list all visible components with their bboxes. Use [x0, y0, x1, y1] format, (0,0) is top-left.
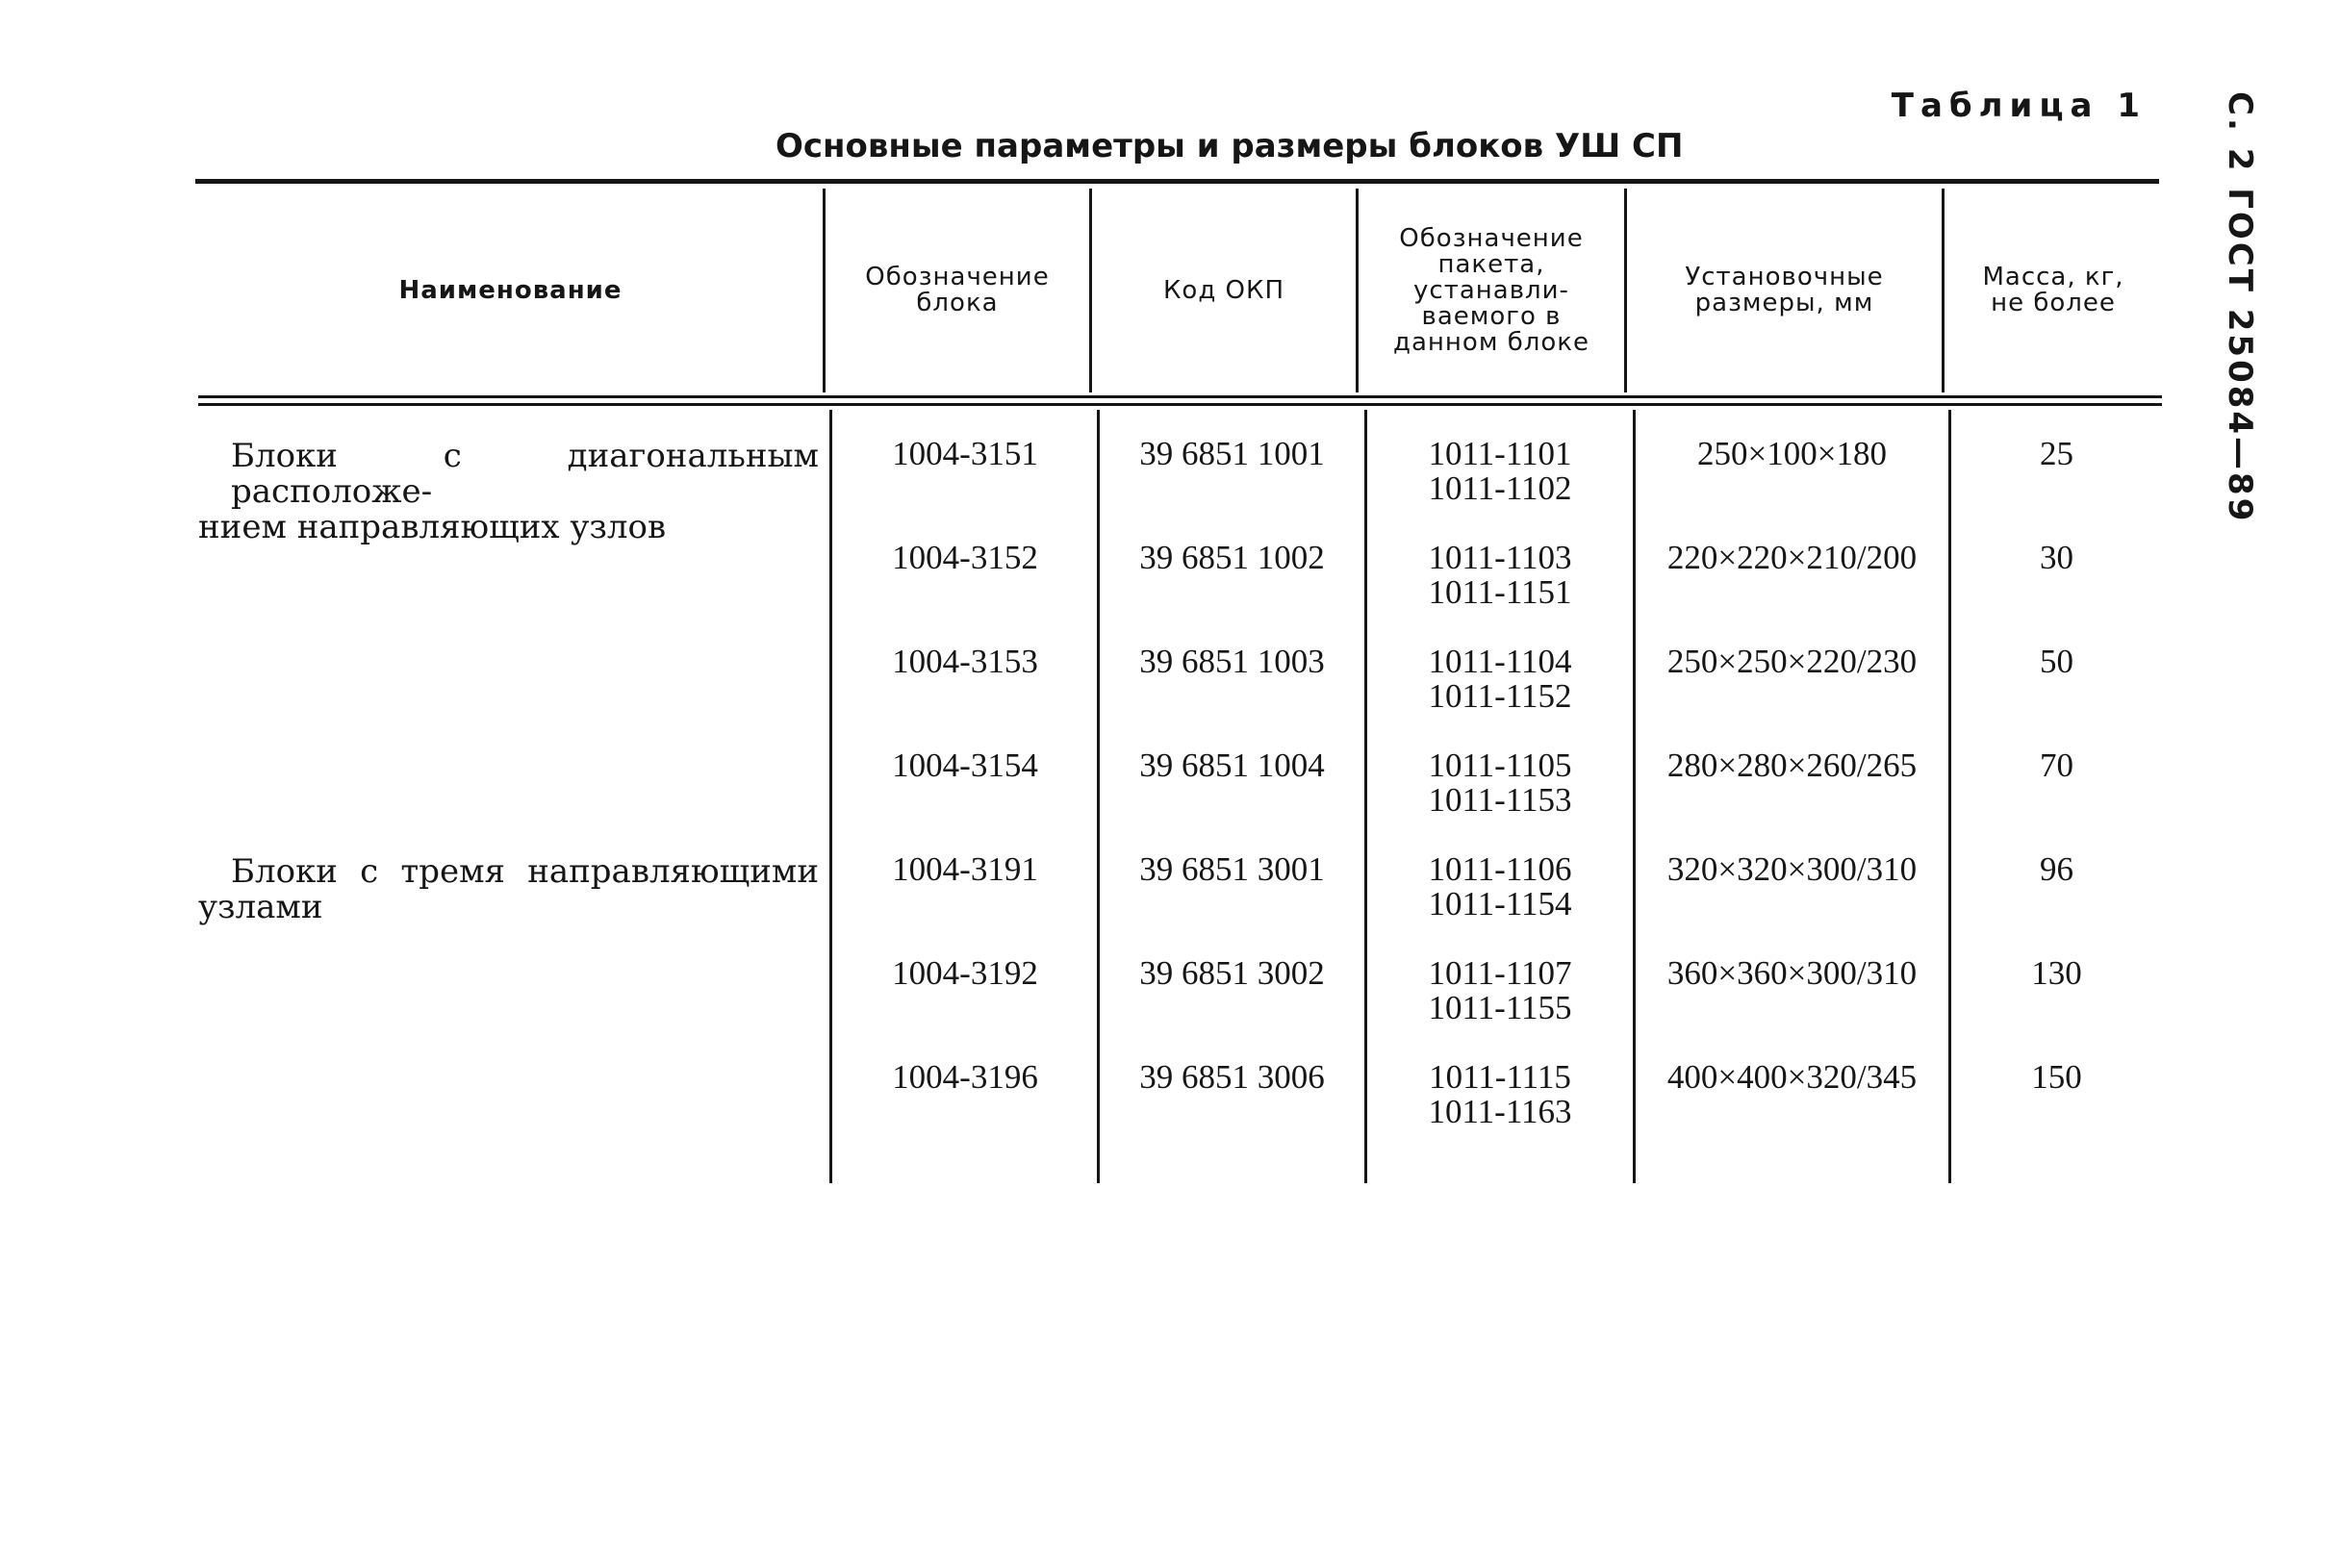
- package-code: 1011-1107: [1428, 954, 1572, 992]
- column-header-designation: Обозначение блока: [865, 263, 1050, 317]
- cell-package: [1367, 852, 1633, 922]
- cell-mass: 25: [2040, 435, 2073, 472]
- table-top-rule: [195, 179, 2159, 184]
- package-code: 1011-1151: [1428, 573, 1572, 611]
- package-code: 1011-1101: [1428, 435, 1572, 472]
- package-code: 1011-1155: [1428, 989, 1572, 1026]
- cell-designation: 1004-3196: [892, 1058, 1038, 1096]
- table-title: Основные параметры и размеры блоков УШ СП: [775, 127, 1684, 165]
- side-running-header-text: С. 2 ГОСТ 25084—89: [2221, 91, 2259, 524]
- column-header-dimensions: Установочные размеры, мм: [1685, 263, 1884, 317]
- cell-designation: 1004-3192: [892, 954, 1038, 992]
- side-running-header: [2221, 91, 2259, 524]
- column-header-okp: Код ОКП: [1162, 275, 1285, 305]
- package-code: 1011-1102: [1428, 469, 1572, 507]
- package-code: 1011-1104: [1428, 643, 1572, 680]
- cell-dimensions: 250×100×180: [1697, 435, 1887, 472]
- package-code: 1011-1153: [1428, 781, 1572, 819]
- column-header-mass: Масса, кг, не более: [1982, 263, 2124, 317]
- cell-package: [1367, 1060, 1633, 1129]
- cell-dimensions: 250×250×220/230: [1666, 643, 1918, 680]
- cell-okp: 39 6851 1001: [1139, 435, 1325, 472]
- cell-designation: 1004-3151: [892, 435, 1038, 472]
- cell-okp: 39 6851 3002: [1139, 954, 1325, 992]
- header-bottom-rule-2: [198, 403, 2162, 406]
- cell-okp: 39 6851 1004: [1139, 746, 1325, 784]
- cell-designation: 1004-3153: [892, 643, 1038, 680]
- package-code: 1011-1106: [1428, 850, 1572, 888]
- header-bottom-rule: [198, 395, 2162, 398]
- package-code: 1011-1163: [1428, 1093, 1572, 1130]
- cell-package: [1367, 956, 1633, 1025]
- cell-designation: 1004-3152: [892, 539, 1038, 576]
- cell-mass: 150: [2031, 1058, 2082, 1096]
- cell-package: [1367, 437, 1633, 506]
- column-divider: [829, 410, 832, 1183]
- group-name-three-nodes: Блоки с тремя направляющими узлами: [198, 852, 819, 926]
- cell-okp: 39 6851 3001: [1139, 850, 1325, 888]
- cell-package: [1367, 748, 1633, 818]
- cell-mass: 50: [2040, 643, 2073, 680]
- package-code: 1011-1152: [1428, 677, 1572, 715]
- cell-package: [1367, 645, 1633, 714]
- cell-okp: 39 6851 3006: [1139, 1058, 1325, 1096]
- cell-mass: 70: [2040, 746, 2073, 784]
- column-header-name: Наименование: [398, 275, 623, 305]
- cell-mass: 30: [2040, 539, 2073, 576]
- package-code: 1011-1103: [1428, 539, 1572, 576]
- cell-package: [1367, 541, 1633, 610]
- package-code: 1011-1154: [1428, 885, 1572, 923]
- cell-dimensions: 360×360×300/310: [1666, 954, 1918, 992]
- table-label: Таблица 1: [1891, 87, 2147, 125]
- column-header-package: Обозначение пакета, устанавли- ваемого в данном блоке: [1393, 223, 1589, 357]
- package-code: 1011-1115: [1429, 1058, 1571, 1096]
- cell-dimensions: 320×320×300/310: [1666, 850, 1918, 888]
- package-code: 1011-1105: [1428, 746, 1572, 784]
- cell-dimensions: 220×220×210/200: [1666, 539, 1918, 576]
- cell-dimensions: 400×400×320/345: [1666, 1058, 1918, 1096]
- cell-mass: 96: [2040, 850, 2073, 888]
- cell-dimensions: 280×280×260/265: [1666, 746, 1918, 784]
- cell-designation: 1004-3191: [892, 850, 1038, 888]
- cell-designation: 1004-3154: [892, 746, 1038, 784]
- cell-okp: 39 6851 1003: [1139, 643, 1325, 680]
- group-name-diagonal: Блоки с диагональным расположе- нием направляющих узлов: [198, 437, 819, 546]
- cell-mass: 130: [2031, 954, 2082, 992]
- cell-okp: 39 6851 1002: [1139, 539, 1325, 576]
